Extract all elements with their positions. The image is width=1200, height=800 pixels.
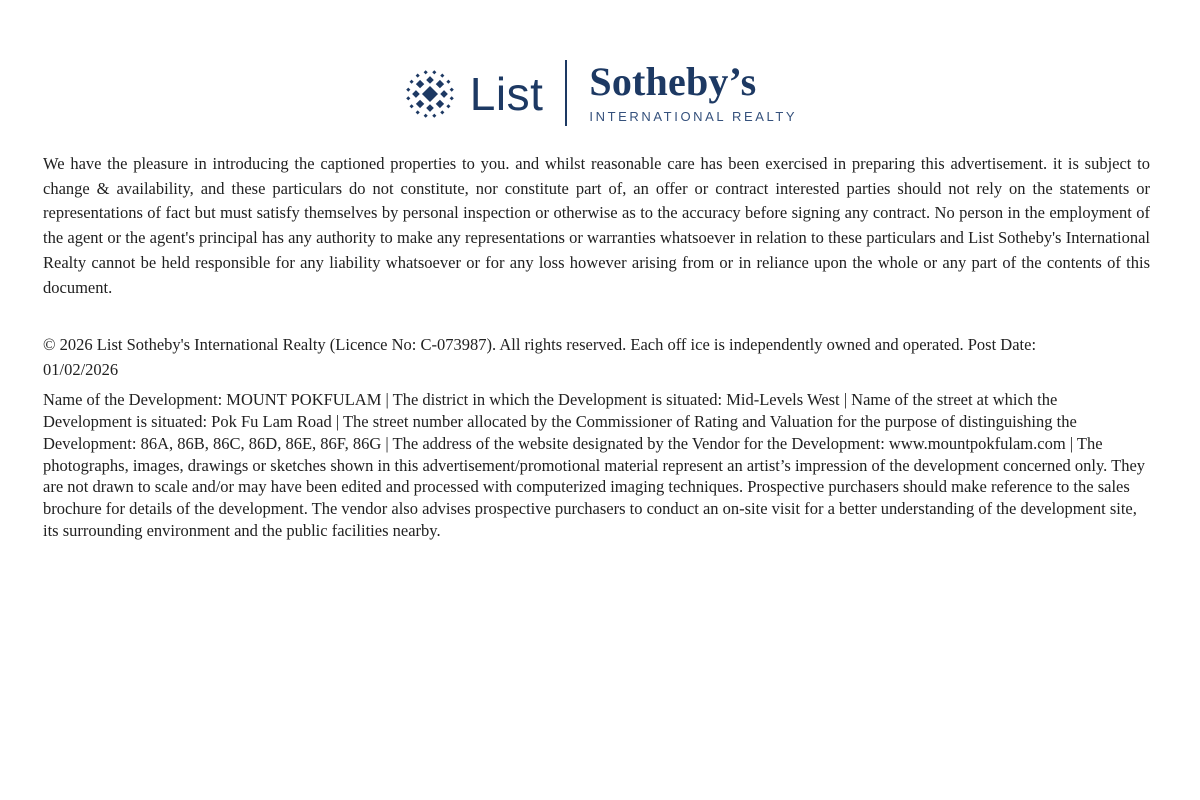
copyright-paragraph [43,332,1150,382]
list-wordmark: List [469,68,544,120]
legal-text-block [43,152,1150,542]
disclaimer-paragraph: We have the pleasure in introducing the captioned properties to you. and whilst reasonable care has been exercised in preparing this advertisement. it is subject to change & availability, and these particulars do not constitute, nor constitute part of, an offer or contract interested parties should not rely on the statements or representations of fact but must satisfy themselves by personal inspection or otherwise as to the accuracy before signing any contract. No person in the employment of the agent or the agent's principal has any authority to make any representations or warranties whatsoever in relation to these particulars and List Sotheby's International Realty cannot be held responsible for any liability whatsoever or for any loss however arising from or in reliance upon the whole or any part of the contents of this document. [43,154,1150,297]
development-info-paragraph: Name of the Development: MOUNT POKFULAM | The district in which the Development is situated: Mid-Levels West | Name of the street at which the Development is situated: Pok Fu Lam Road | The street number allocated by the Commissioner of Rating and Valuation for the purpose of distinguishing the Development: 86A, 86B, 86C, 86D, 86E, 86F, 86G | The address of the website designated by the Vendor for the Development: www.mountpokfulam.com | The photographs, images, drawings or sketches shown in this advertisement/promotional material represent an artist’s impression of the development concerned only. They are not drawn to scale and/or may have been edited and processed with computerized imaging techniques. Prospective purchasers should make reference to the sales brochure for details of the development. The vendor also advises prospective purchasers to conduct an on-site visit for a better understanding of the development site, its surrounding environment and the public facilities nearby. [43,390,1146,540]
brand-logo [0,60,1200,126]
copyright-text: © 2026 List Sotheby's International Realty (Licence No: C-073987). All rights reserved. Each off ice is independently owned and operated. Post Date: [43,335,1037,355]
sothebys-wordmark: Sotheby’s [589,59,757,104]
logo-divider [565,60,567,126]
sothebys-lockup [589,59,798,124]
sothebys-subtext: INTERNATIONAL REALTY [589,109,798,124]
post-date: 01/02/2026 [43,360,119,380]
diamond-cluster-icon [403,66,457,122]
